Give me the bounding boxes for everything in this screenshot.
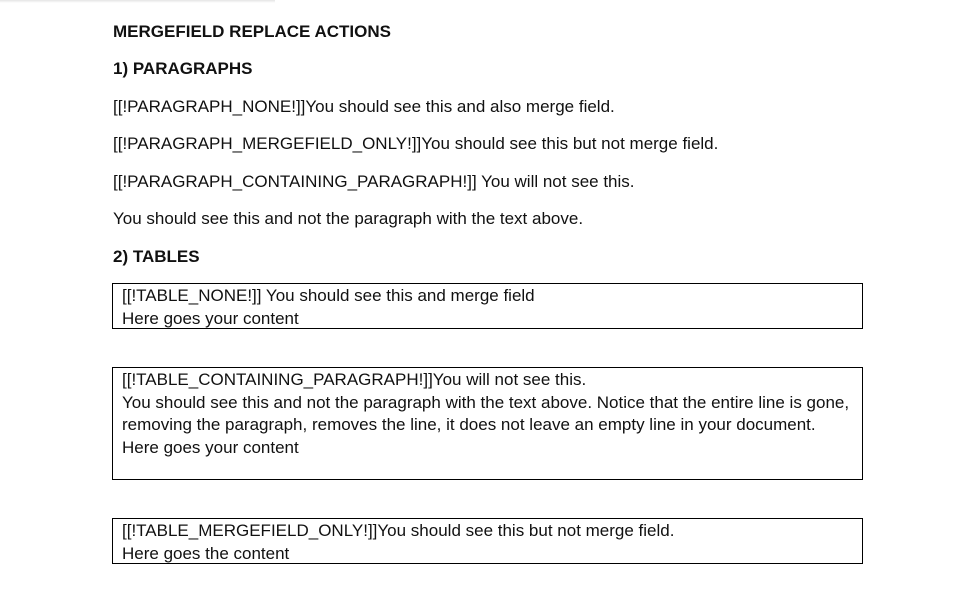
paragraph-containing-paragraph: [[!PARAGRAPH_CONTAINING_PARAGRAPH!]] You will not see this. bbox=[113, 172, 635, 191]
paragraph-following-text: You should see this and not the paragraph with the text above. bbox=[113, 209, 584, 228]
top-shadow bbox=[0, 0, 275, 3]
document-title: MERGEFIELD REPLACE ACTIONS bbox=[113, 22, 391, 41]
table-containing-paragraph bbox=[112, 367, 863, 480]
table-mergefield-only-line-merge: [[!TABLE_MERGEFIELD_ONLY!]]You should see this but not merge field. bbox=[122, 521, 675, 540]
section-heading-tables: 2) TABLES bbox=[113, 247, 200, 266]
section-heading-paragraphs: 1) PARAGRAPHS bbox=[113, 59, 253, 78]
paragraph-none: [[!PARAGRAPH_NONE!]]You should see this and also merge field. bbox=[113, 97, 615, 116]
table-none-line-merge: [[!TABLE_NONE!]] You should see this and merge field bbox=[122, 286, 535, 305]
table-mergefield-only bbox=[112, 518, 863, 564]
paragraph-mergefield-only: [[!PARAGRAPH_MERGEFIELD_ONLY!]]You should see this but not merge field. bbox=[113, 134, 719, 153]
table-none-line-content: Here goes your content bbox=[122, 308, 299, 328]
table-containing-paragraph-line-note: You should see this and not the paragraph with the text above. Notice that the entire line is gone, removing the paragraph, removes the line, it does not leave an empty line in your document. bbox=[122, 392, 850, 435]
table-containing-paragraph-line-merge: [[!TABLE_CONTAINING_PARAGRAPH!]]You will not see this. bbox=[122, 370, 587, 389]
table-none bbox=[112, 283, 863, 329]
table-mergefield-only-line-content: Here goes the content bbox=[122, 543, 290, 563]
table-containing-paragraph-line-content: Here goes your content bbox=[122, 437, 299, 457]
